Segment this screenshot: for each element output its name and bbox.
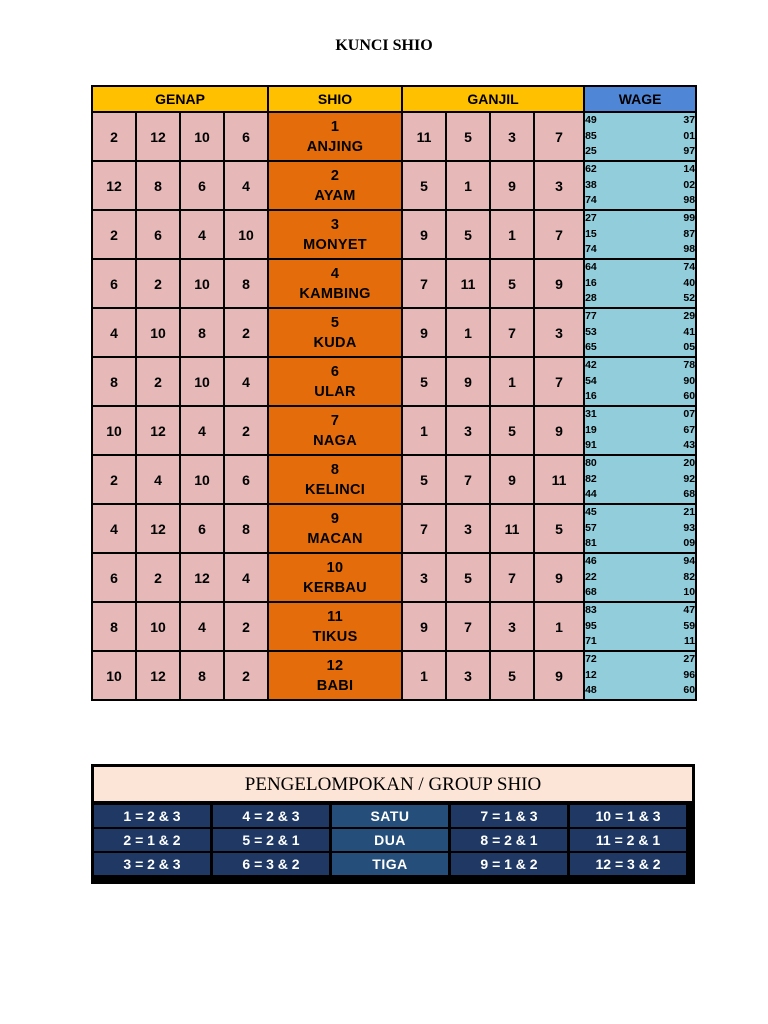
shio-cell <box>268 455 402 504</box>
table-row <box>92 112 696 161</box>
group-cell: 12 = 3 & 2 <box>570 853 686 875</box>
genap-cell: 4 <box>180 602 224 651</box>
ganjil-cell: 7 <box>402 504 446 553</box>
genap-cell: 2 <box>136 553 180 602</box>
wage-line <box>585 340 695 356</box>
shio-cell <box>268 161 402 210</box>
wage-line <box>585 521 695 537</box>
wage-number: 40 <box>683 276 696 289</box>
wage-line <box>585 487 695 503</box>
genap-cell: 12 <box>136 406 180 455</box>
genap-cell: 10 <box>136 308 180 357</box>
shio-number: 12 <box>326 657 344 674</box>
wage-line <box>585 423 695 439</box>
group-cell: 9 = 1 & 2 <box>451 853 567 875</box>
wage-line <box>585 619 695 635</box>
shio-cell <box>268 112 402 161</box>
group-cell: 6 = 3 & 2 <box>213 853 329 875</box>
wage-cell <box>584 357 696 406</box>
shio-number: 11 <box>327 608 344 625</box>
genap-cell: 4 <box>136 455 180 504</box>
genap-cell: 6 <box>180 504 224 553</box>
wage-line <box>585 570 695 586</box>
ganjil-cell: 1 <box>402 651 446 700</box>
wage-number: 10 <box>683 586 696 599</box>
wage-number: 62 <box>585 163 597 176</box>
wage-number: 68 <box>585 586 597 599</box>
wage-number: 44 <box>585 488 597 501</box>
wage-number: 46 <box>585 555 597 568</box>
ganjil-cell: 7 <box>446 455 490 504</box>
shio-number: 3 <box>330 216 340 233</box>
wage-number: 42 <box>585 359 597 372</box>
group-title: PENGELOMPOKAN / GROUP SHIO <box>94 767 692 801</box>
genap-cell: 8 <box>180 651 224 700</box>
genap-cell: 10 <box>224 210 268 259</box>
table-row <box>92 210 696 259</box>
wage-number: 95 <box>585 619 597 632</box>
genap-cell: 6 <box>136 210 180 259</box>
genap-cell: 12 <box>136 504 180 553</box>
ganjil-cell: 3 <box>446 406 490 455</box>
genap-cell: 10 <box>180 259 224 308</box>
genap-cell: 4 <box>224 553 268 602</box>
wage-number: 68 <box>683 488 696 501</box>
shio-cell <box>268 210 402 259</box>
ganjil-cell: 5 <box>402 455 446 504</box>
ganjil-cell: 3 <box>490 112 534 161</box>
genap-cell: 2 <box>136 357 180 406</box>
wage-number: 21 <box>683 506 696 519</box>
wage-number: 16 <box>585 276 597 289</box>
wage-number: 80 <box>585 457 597 470</box>
shio-name: ANJING <box>306 138 364 155</box>
wage-number: 98 <box>683 194 696 207</box>
ganjil-cell: 5 <box>490 406 534 455</box>
wage-number: 54 <box>585 374 597 387</box>
table-row <box>92 455 696 504</box>
wage-number: 41 <box>683 325 696 338</box>
wage-line <box>585 374 695 390</box>
ganjil-cell: 5 <box>402 161 446 210</box>
shio-cell <box>268 553 402 602</box>
shio-number: 6 <box>330 363 340 380</box>
ganjil-cell: 1 <box>446 308 490 357</box>
genap-cell: 4 <box>92 504 136 553</box>
table-row <box>92 406 696 455</box>
shio-name: AYAM <box>314 187 356 204</box>
wage-number: 15 <box>585 227 597 240</box>
wage-number: 27 <box>585 212 597 225</box>
ganjil-cell: 9 <box>402 308 446 357</box>
shio-name: KERBAU <box>303 579 367 596</box>
shio-name: KUDA <box>313 334 357 351</box>
ganjil-cell: 7 <box>534 112 584 161</box>
group-name-cell: SATU <box>332 805 448 827</box>
table-row <box>92 259 696 308</box>
wage-line <box>585 260 695 276</box>
shio-name: ULAR <box>314 383 356 400</box>
shio-number: 8 <box>330 461 340 478</box>
wage-number: 20 <box>683 457 696 470</box>
wage-line <box>585 309 695 325</box>
wage-cell <box>584 651 696 700</box>
wage-number: 07 <box>683 408 696 421</box>
wage-number: 96 <box>683 668 696 681</box>
wage-number: 74 <box>683 261 696 274</box>
wage-number: 45 <box>585 506 597 519</box>
shio-cell <box>268 504 402 553</box>
genap-cell: 8 <box>92 602 136 651</box>
wage-line <box>585 456 695 472</box>
ganjil-cell: 1 <box>402 406 446 455</box>
genap-cell: 8 <box>180 308 224 357</box>
wage-number: 01 <box>683 129 696 142</box>
shio-cell <box>268 357 402 406</box>
ganjil-cell: 9 <box>402 602 446 651</box>
genap-cell: 12 <box>136 651 180 700</box>
wage-number: 02 <box>683 178 696 191</box>
wage-line <box>585 178 695 194</box>
wage-number: 29 <box>683 310 696 323</box>
wage-cell <box>584 553 696 602</box>
table-row <box>92 357 696 406</box>
ganjil-cell: 3 <box>446 651 490 700</box>
wage-number: 83 <box>585 604 597 617</box>
shio-cell <box>268 602 402 651</box>
group-cell: 2 = 1 & 2 <box>94 829 210 851</box>
genap-cell: 4 <box>224 161 268 210</box>
table-row <box>92 602 696 651</box>
genap-cell: 10 <box>92 406 136 455</box>
shio-name: MACAN <box>307 530 363 547</box>
wage-number: 82 <box>683 570 696 583</box>
header-ganjil: GANJIL <box>402 86 584 112</box>
ganjil-cell: 11 <box>490 504 534 553</box>
wage-number: 31 <box>585 408 597 421</box>
wage-number: 49 <box>585 114 597 127</box>
wage-number: 87 <box>683 227 696 240</box>
ganjil-cell: 5 <box>534 504 584 553</box>
wage-line <box>585 536 695 552</box>
shio-number: 10 <box>326 559 344 576</box>
ganjil-cell: 3 <box>534 161 584 210</box>
ganjil-cell: 9 <box>534 259 584 308</box>
wage-number: 22 <box>585 570 597 583</box>
wage-number: 64 <box>585 261 597 274</box>
group-row <box>94 805 686 827</box>
genap-cell: 8 <box>136 161 180 210</box>
ganjil-cell: 9 <box>534 406 584 455</box>
table-row <box>92 504 696 553</box>
genap-cell: 6 <box>224 112 268 161</box>
group-table <box>91 803 689 877</box>
ganjil-cell: 3 <box>446 504 490 553</box>
wage-cell <box>584 504 696 553</box>
wage-line <box>585 227 695 243</box>
shio-table <box>91 85 697 701</box>
ganjil-cell: 9 <box>490 455 534 504</box>
wage-number: 78 <box>683 359 696 372</box>
wage-cell <box>584 406 696 455</box>
wage-number: 25 <box>585 145 597 158</box>
group-cell: 1 = 2 & 3 <box>94 805 210 827</box>
genap-cell: 6 <box>224 455 268 504</box>
wage-number: 65 <box>585 341 597 354</box>
ganjil-cell: 5 <box>446 112 490 161</box>
ganjil-cell: 9 <box>534 651 584 700</box>
shio-cell <box>268 308 402 357</box>
genap-cell: 4 <box>180 210 224 259</box>
wage-line <box>585 211 695 227</box>
wage-cell <box>584 161 696 210</box>
shio-number: 7 <box>330 412 340 429</box>
ganjil-cell: 9 <box>490 161 534 210</box>
wage-number: 38 <box>585 178 597 191</box>
wage-cell <box>584 455 696 504</box>
ganjil-cell: 1 <box>490 357 534 406</box>
genap-cell: 10 <box>92 651 136 700</box>
shio-cell <box>268 259 402 308</box>
table-row <box>92 308 696 357</box>
wage-cell <box>584 308 696 357</box>
wage-line <box>585 585 695 601</box>
genap-cell: 2 <box>224 406 268 455</box>
wage-number: 28 <box>585 292 597 305</box>
wage-line <box>585 668 695 684</box>
wage-line <box>585 144 695 160</box>
ganjil-cell: 9 <box>402 210 446 259</box>
ganjil-cell: 11 <box>534 455 584 504</box>
genap-cell: 10 <box>180 112 224 161</box>
group-cell: 4 = 2 & 3 <box>213 805 329 827</box>
group-row <box>94 829 686 851</box>
genap-cell: 2 <box>224 651 268 700</box>
wage-cell <box>584 602 696 651</box>
table-row <box>92 651 696 700</box>
table-row <box>92 553 696 602</box>
group-cell: 5 = 2 & 1 <box>213 829 329 851</box>
group-cell: 11 = 2 & 1 <box>570 829 686 851</box>
ganjil-cell: 5 <box>490 651 534 700</box>
ganjil-cell: 5 <box>402 357 446 406</box>
genap-cell: 2 <box>224 602 268 651</box>
shio-name: NAGA <box>313 432 357 449</box>
ganjil-cell: 11 <box>402 112 446 161</box>
shio-name: TIKUS <box>312 628 358 645</box>
header-wage: WAGE <box>584 86 696 112</box>
ganjil-cell: 5 <box>446 553 490 602</box>
wage-number: 91 <box>585 439 597 452</box>
wage-line <box>585 472 695 488</box>
wage-line <box>585 276 695 292</box>
genap-cell: 4 <box>224 357 268 406</box>
wage-line <box>585 407 695 423</box>
wage-number: 57 <box>585 521 597 534</box>
ganjil-cell: 7 <box>490 308 534 357</box>
genap-cell: 2 <box>92 112 136 161</box>
wage-number: 94 <box>683 555 696 568</box>
ganjil-cell: 3 <box>402 553 446 602</box>
wage-number: 27 <box>683 653 696 666</box>
group-cell: 10 = 1 & 3 <box>570 805 686 827</box>
wage-number: 47 <box>683 604 696 617</box>
header-shio: SHIO <box>268 86 402 112</box>
wage-number: 59 <box>683 619 696 632</box>
genap-cell: 6 <box>92 259 136 308</box>
shio-number: 2 <box>330 167 340 184</box>
wage-number: 92 <box>683 472 696 485</box>
wage-line <box>585 113 695 129</box>
shio-name: BABI <box>316 677 354 694</box>
group-row <box>94 853 686 875</box>
genap-cell: 12 <box>136 112 180 161</box>
wage-number: 60 <box>683 390 696 403</box>
ganjil-cell: 1 <box>446 161 490 210</box>
wage-line <box>585 358 695 374</box>
wage-line <box>585 683 695 699</box>
shio-name: MONYET <box>303 236 367 253</box>
wage-number: 05 <box>683 341 696 354</box>
wage-number: 53 <box>585 325 597 338</box>
wage-number: 19 <box>585 423 597 436</box>
shio-cell <box>268 651 402 700</box>
wage-cell <box>584 210 696 259</box>
wage-number: 74 <box>585 243 597 256</box>
genap-cell: 10 <box>136 602 180 651</box>
wage-line <box>585 603 695 619</box>
wage-number: 11 <box>683 635 696 648</box>
wage-number: 48 <box>585 684 597 697</box>
wage-line <box>585 242 695 258</box>
genap-cell: 8 <box>224 504 268 553</box>
group-shio-panel <box>91 764 695 884</box>
wage-number: 14 <box>683 163 696 176</box>
genap-cell: 10 <box>180 357 224 406</box>
wage-number: 67 <box>683 423 696 436</box>
wage-line <box>585 438 695 454</box>
shio-cell <box>268 406 402 455</box>
wage-number: 90 <box>683 374 696 387</box>
wage-number: 09 <box>683 537 696 550</box>
genap-cell: 2 <box>136 259 180 308</box>
shio-name: KELINCI <box>304 481 366 498</box>
wage-number: 72 <box>585 653 597 666</box>
shio-number: 1 <box>330 118 340 135</box>
ganjil-cell: 3 <box>534 308 584 357</box>
genap-cell: 4 <box>92 308 136 357</box>
wage-number: 60 <box>683 684 696 697</box>
ganjil-cell: 5 <box>446 210 490 259</box>
wage-number: 71 <box>585 635 597 648</box>
group-cell: 8 = 2 & 1 <box>451 829 567 851</box>
shio-name: KAMBING <box>299 285 371 302</box>
ganjil-cell: 7 <box>534 210 584 259</box>
wage-line <box>585 389 695 405</box>
wage-line <box>585 325 695 341</box>
genap-cell: 12 <box>92 161 136 210</box>
wage-number: 98 <box>683 243 696 256</box>
wage-number: 82 <box>585 472 597 485</box>
group-cell: 3 = 2 & 3 <box>94 853 210 875</box>
ganjil-cell: 11 <box>446 259 490 308</box>
wage-number: 85 <box>585 129 597 142</box>
ganjil-cell: 3 <box>490 602 534 651</box>
wage-number: 99 <box>683 212 696 225</box>
wage-line <box>585 652 695 668</box>
wage-line <box>585 505 695 521</box>
wage-line <box>585 193 695 209</box>
wage-number: 43 <box>683 439 696 452</box>
group-cell: 7 = 1 & 3 <box>451 805 567 827</box>
group-name-cell: DUA <box>332 829 448 851</box>
genap-cell: 2 <box>92 210 136 259</box>
table-row <box>92 161 696 210</box>
ganjil-cell: 1 <box>534 602 584 651</box>
wage-line <box>585 129 695 145</box>
wage-number: 74 <box>585 194 597 207</box>
wage-number: 81 <box>585 537 597 550</box>
wage-line <box>585 554 695 570</box>
ganjil-cell: 5 <box>490 259 534 308</box>
ganjil-cell: 7 <box>402 259 446 308</box>
ganjil-cell: 1 <box>490 210 534 259</box>
page-title: KUNCI SHIO <box>335 37 433 54</box>
wage-number: 93 <box>683 521 696 534</box>
wage-line <box>585 162 695 178</box>
header-genap: GENAP <box>92 86 268 112</box>
wage-cell <box>584 112 696 161</box>
ganjil-cell: 7 <box>446 602 490 651</box>
wage-number: 12 <box>585 668 597 681</box>
genap-cell: 6 <box>180 161 224 210</box>
genap-cell: 10 <box>180 455 224 504</box>
wage-number: 16 <box>585 390 597 403</box>
genap-cell: 8 <box>92 357 136 406</box>
ganjil-cell: 9 <box>534 553 584 602</box>
shio-number: 5 <box>330 314 340 331</box>
genap-cell: 2 <box>224 308 268 357</box>
ganjil-cell: 7 <box>490 553 534 602</box>
wage-number: 37 <box>683 114 696 127</box>
shio-number: 9 <box>330 510 340 527</box>
ganjil-cell: 9 <box>446 357 490 406</box>
genap-cell: 2 <box>92 455 136 504</box>
wage-number: 77 <box>585 310 597 323</box>
wage-cell <box>584 259 696 308</box>
group-name-cell: TIGA <box>332 853 448 875</box>
genap-cell: 4 <box>180 406 224 455</box>
wage-line <box>585 291 695 307</box>
shio-number: 4 <box>330 265 340 282</box>
wage-line <box>585 634 695 650</box>
genap-cell: 6 <box>92 553 136 602</box>
wage-number: 97 <box>683 145 696 158</box>
wage-number: 52 <box>683 292 696 305</box>
genap-cell: 12 <box>180 553 224 602</box>
ganjil-cell: 7 <box>534 357 584 406</box>
genap-cell: 8 <box>224 259 268 308</box>
